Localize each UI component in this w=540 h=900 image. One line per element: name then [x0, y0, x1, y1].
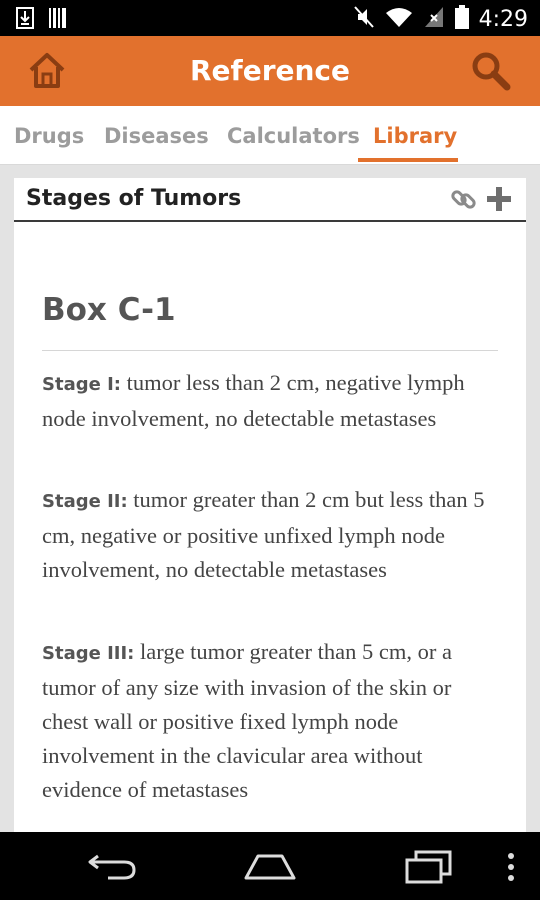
card-title: Stages of Tumors — [26, 186, 242, 211]
overflow-menu-icon[interactable] — [506, 852, 516, 887]
no-sim-icon — [423, 5, 445, 34]
mute-icon — [353, 5, 375, 34]
battery-icon — [455, 5, 469, 34]
stage-paragraph — [42, 635, 502, 807]
status-bar — [0, 0, 540, 36]
content-card — [14, 178, 526, 838]
tab-drugs[interactable]: Drugs — [14, 124, 85, 148]
home-nav-icon[interactable] — [242, 850, 298, 887]
stage-label: Stage II: — [42, 491, 128, 512]
tab-library[interactable]: Library — [373, 124, 458, 148]
plus-icon[interactable] — [485, 185, 513, 218]
app-title: Reference — [189, 54, 351, 87]
tab-calculators[interactable]: Calculators — [227, 124, 360, 148]
divider — [42, 350, 498, 351]
stage-label: Stage III: — [42, 643, 135, 664]
app-bar — [0, 36, 540, 106]
navigation-bar — [0, 832, 540, 900]
wifi-icon — [385, 6, 413, 33]
tab-bar — [0, 106, 540, 165]
stage-text: large tumor greater than 5 cm, or a tumor of any size with invasion of the skin or chest wall or positive fixed lymph node involvement in the clavicular area without evidence of metastases — [42, 639, 452, 802]
stage-paragraph — [42, 366, 502, 436]
active-tab-indicator — [358, 158, 458, 162]
card-header — [14, 178, 526, 222]
link-icon[interactable] — [450, 185, 478, 218]
stage-label: Stage I: — [42, 374, 121, 395]
stage-paragraph — [42, 483, 502, 587]
stage-text: tumor greater than 2 cm but less than 5 cm, negative or positive unfixed lymph node involvement, no detectable metastases — [42, 487, 485, 582]
back-icon[interactable] — [86, 850, 138, 887]
download-icon — [16, 7, 34, 34]
recents-icon[interactable] — [404, 850, 454, 889]
stage-text: tumor less than 2 cm, negative lymph node involvement, no detectable metastases — [42, 370, 465, 431]
box-title: Box C-1 — [42, 292, 176, 328]
search-icon[interactable] — [470, 50, 512, 97]
tab-diseases[interactable]: Diseases — [104, 124, 209, 148]
barcode-icon — [48, 7, 68, 34]
status-time: 4:29 — [478, 7, 528, 32]
